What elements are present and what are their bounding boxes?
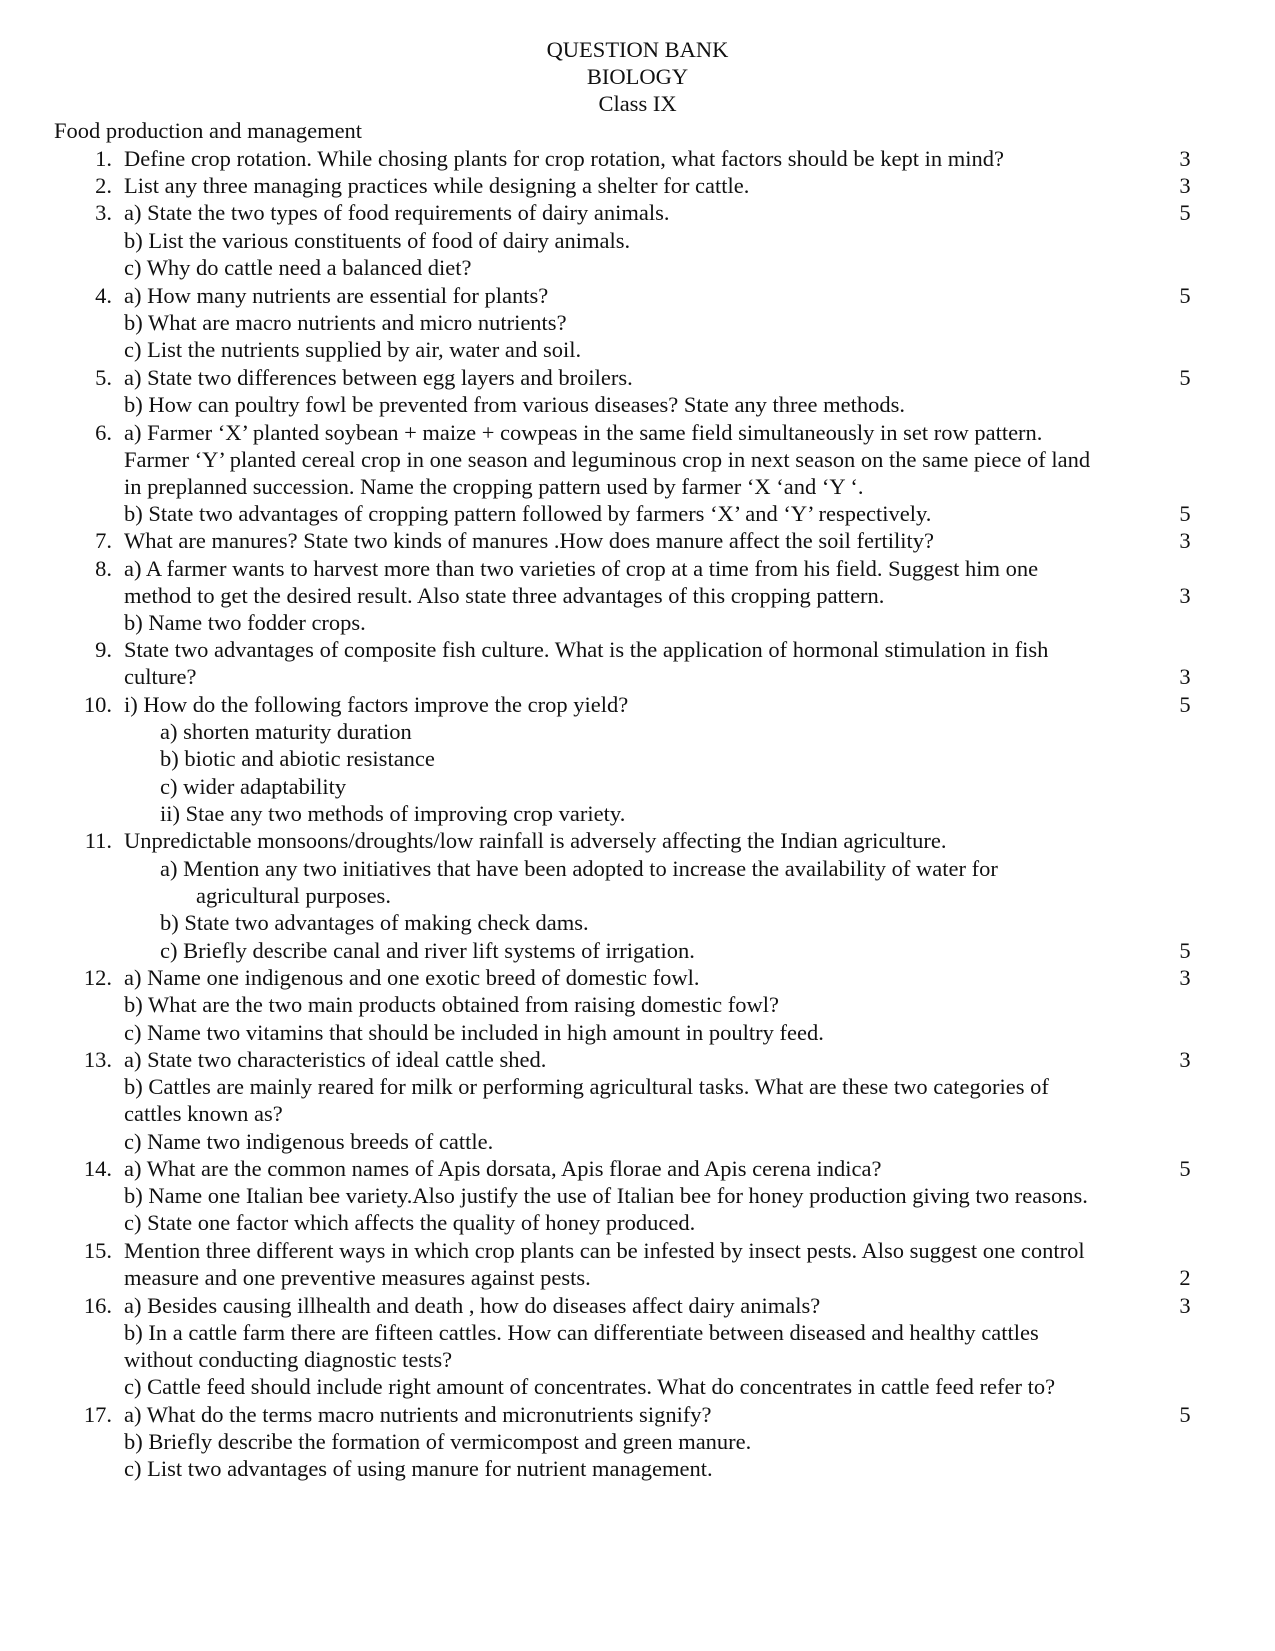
section-title: Food production and management bbox=[54, 118, 363, 143]
question-line: State two advantages of composite fish culture. What is the application of hormonal stimulation in fish bbox=[124, 637, 1049, 662]
question-number: 11. bbox=[84, 828, 112, 853]
question-number: 5. bbox=[95, 365, 112, 390]
question-line: a) Farmer ‘X’ planted soybean + maize + cowpeas in the same field simultaneously in set row pattern. bbox=[124, 420, 1043, 445]
question-line: a) State two characteristics of ideal cattle shed. bbox=[124, 1047, 547, 1072]
question-number: 2. bbox=[95, 173, 112, 198]
question-line: a) How many nutrients are essential for plants? bbox=[124, 283, 549, 308]
question-line: Mention three different ways in which crop plants can be infested by insect pests. Also suggest one control bbox=[124, 1238, 1085, 1263]
document-title: QUESTION BANK bbox=[546, 37, 729, 62]
question-line: a) What are the common names of Apis dorsata, Apis florae and Apis cerena indica? bbox=[124, 1156, 882, 1181]
question-line: c) List the nutrients supplied by air, water and soil. bbox=[124, 337, 582, 362]
question-line: c) Briefly describe canal and river lift systems of irrigation. bbox=[160, 938, 695, 963]
marks-value: 3 bbox=[1179, 583, 1191, 608]
marks-value: 3 bbox=[1179, 146, 1191, 171]
question-line: ii) Stae any two methods of improving crop variety. bbox=[160, 801, 626, 826]
question-line: measure and one preventive measures against pests. bbox=[124, 1265, 591, 1290]
marks-value: 5 bbox=[1179, 365, 1191, 390]
question-line: a) Mention any two initiatives that have been adopted to increase the availability of water for bbox=[160, 856, 998, 881]
question-line: b) What are the two main products obtained from raising domestic fowl? bbox=[124, 992, 780, 1017]
marks-value: 5 bbox=[1179, 1402, 1191, 1427]
question-line: without conducting diagnostic tests? bbox=[124, 1347, 453, 1372]
question-line: a) State two differences between egg layers and broilers. bbox=[124, 365, 633, 390]
question-line: cattles known as? bbox=[124, 1101, 283, 1126]
question-number: 7. bbox=[95, 528, 112, 553]
question-line: c) List two advantages of using manure for nutrient management. bbox=[124, 1456, 713, 1481]
question-line: Unpredictable monsoons/droughts/low rainfall is adversely affecting the Indian agriculture. bbox=[124, 828, 947, 853]
marks-value: 5 bbox=[1179, 283, 1191, 308]
question-line: What are manures? State two kinds of manures .How does manure affect the soil fertility? bbox=[124, 528, 934, 553]
question-line: a) shorten maturity duration bbox=[160, 719, 412, 744]
marks-value: 3 bbox=[1179, 1293, 1191, 1318]
class-heading: Class IX bbox=[598, 91, 677, 116]
question-line: b) Briefly describe the formation of vermicompost and green manure. bbox=[124, 1429, 752, 1454]
marks-value: 3 bbox=[1179, 173, 1191, 198]
question-line: a) A farmer wants to harvest more than two varieties of crop at a time from his field. Suggest him one bbox=[124, 556, 1039, 581]
question-line: b) State two advantages of making check dams. bbox=[160, 910, 589, 935]
question-number: 8. bbox=[95, 556, 112, 581]
question-line: b) Name one Italian bee variety.Also justify the use of Italian bee for honey production giving two reasons. bbox=[124, 1183, 1088, 1208]
question-line: a) Name one indigenous and one exotic breed of domestic fowl. bbox=[124, 965, 700, 990]
question-line: a) Besides causing illhealth and death , how do diseases affect dairy animals? bbox=[124, 1293, 821, 1318]
question-line: b) Name two fodder crops. bbox=[124, 610, 366, 635]
marks-value: 5 bbox=[1179, 501, 1191, 526]
question-line: Farmer ‘Y’ planted cereal crop in one season and leguminous crop in next season on the same piece of land bbox=[124, 447, 1091, 472]
question-number: 9. bbox=[95, 637, 112, 662]
marks-value: 5 bbox=[1179, 200, 1191, 225]
question-number: 14. bbox=[83, 1156, 112, 1181]
question-number: 10. bbox=[83, 692, 112, 717]
question-number: 4. bbox=[95, 283, 112, 308]
question-line: in preplanned succession. Name the cropping pattern used by farmer ‘X ‘and ‘Y ‘. bbox=[124, 474, 864, 499]
question-line: b) State two advantages of cropping pattern followed by farmers ‘X’ and ‘Y’ respectively. bbox=[124, 501, 932, 526]
question-line: b) In a cattle farm there are fifteen cattles. How can differentiate between diseased and healthy cattles bbox=[124, 1320, 1039, 1345]
marks-value: 3 bbox=[1179, 965, 1191, 990]
marks-value: 3 bbox=[1179, 528, 1191, 553]
question-number: 13. bbox=[83, 1047, 112, 1072]
question-line: i) How do the following factors improve the crop yield? bbox=[124, 692, 629, 717]
question-line: c) Name two indigenous breeds of cattle. bbox=[124, 1129, 494, 1154]
question-number: 3. bbox=[95, 200, 112, 225]
question-line: c) Why do cattle need a balanced diet? bbox=[124, 255, 472, 280]
question-line: b) Cattles are mainly reared for milk or performing agricultural tasks. What are these two categories of bbox=[124, 1074, 1049, 1099]
marks-value: 5 bbox=[1179, 938, 1191, 963]
question-line: b) List the various constituents of food of dairy animals. bbox=[124, 228, 631, 253]
question-line: c) Cattle feed should include right amount of concentrates. What do concentrates in cattle feed refer to? bbox=[124, 1374, 1056, 1399]
question-number: 15. bbox=[83, 1238, 112, 1263]
question-line: List any three managing practices while designing a shelter for cattle. bbox=[124, 173, 750, 198]
question-line: method to get the desired result. Also state three advantages of this cropping pattern. bbox=[124, 583, 885, 608]
question-number: 6. bbox=[95, 420, 112, 445]
question-line: b) What are macro nutrients and micro nutrients? bbox=[124, 310, 567, 335]
question-number: 12. bbox=[83, 965, 112, 990]
question-line: agricultural purposes. bbox=[196, 883, 391, 908]
question-line: c) wider adaptability bbox=[160, 774, 347, 799]
question-line: a) What do the terms macro nutrients and micronutrients signify? bbox=[124, 1402, 712, 1427]
question-line: Define crop rotation. While chosing plants for crop rotation, what factors should be kept in mind? bbox=[124, 146, 1004, 171]
subject-heading: BIOLOGY bbox=[586, 64, 689, 89]
marks-value: 2 bbox=[1179, 1265, 1191, 1290]
marks-value: 5 bbox=[1179, 692, 1191, 717]
marks-value: 3 bbox=[1179, 664, 1191, 689]
question-number: 17. bbox=[83, 1402, 112, 1427]
marks-value: 3 bbox=[1179, 1047, 1191, 1072]
question-line: c) Name two vitamins that should be included in high amount in poultry feed. bbox=[124, 1020, 824, 1045]
question-line: b) biotic and abiotic resistance bbox=[160, 746, 435, 771]
question-number: 16. bbox=[83, 1293, 112, 1318]
question-line: a) State the two types of food requirements of dairy animals. bbox=[124, 200, 670, 225]
question-line: b) How can poultry fowl be prevented from various diseases? State any three methods. bbox=[124, 392, 906, 417]
marks-value: 5 bbox=[1179, 1156, 1191, 1181]
question-line: c) State one factor which affects the quality of honey produced. bbox=[124, 1210, 696, 1235]
question-line: culture? bbox=[124, 664, 197, 689]
question-number: 1. bbox=[95, 146, 112, 171]
